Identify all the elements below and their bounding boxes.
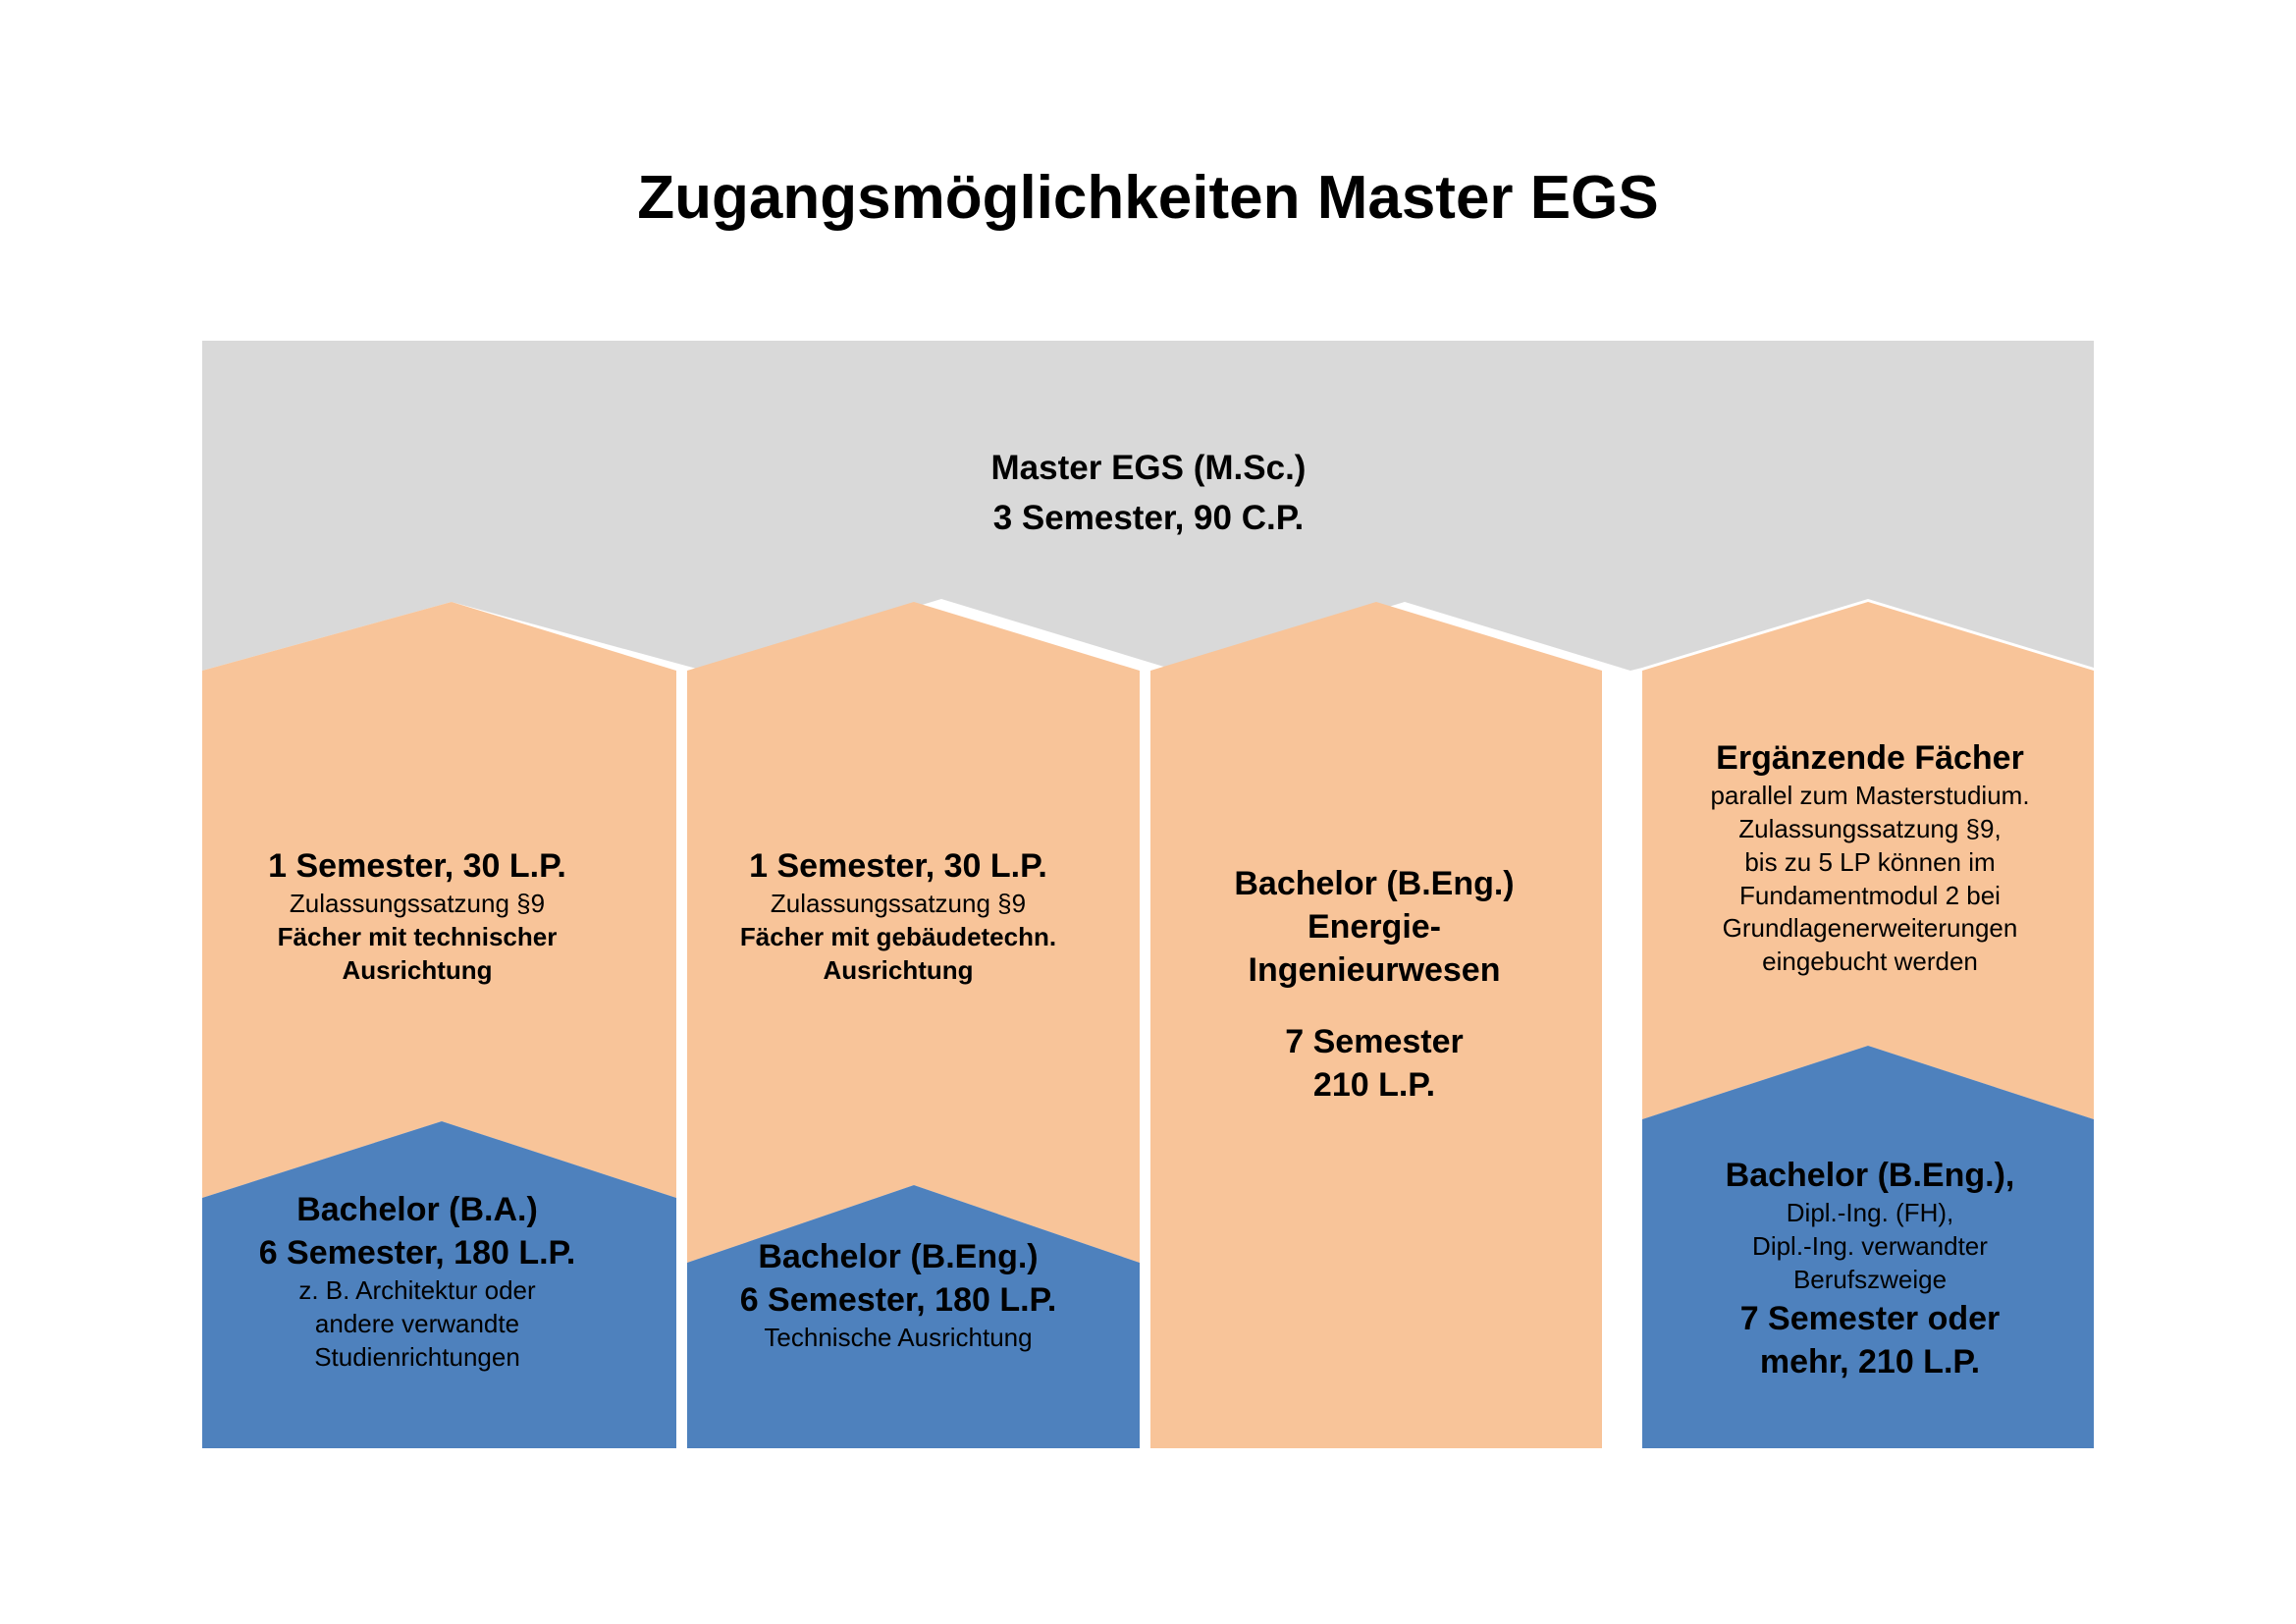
column-2-orange-heading: 1 Semester, 30 L.P. <box>749 847 1047 885</box>
column-2-blue-heading-1: Bachelor (B.Eng.) <box>758 1238 1039 1275</box>
column-4-orange-line-5: Grundlagenerweiterungen <box>1722 913 2018 944</box>
column-3-heading-5: 210 L.P. <box>1312 1065 1436 1104</box>
column-1-blue-line-2: andere verwandte <box>314 1309 520 1339</box>
master-line-1: Master EGS (M.Sc.) <box>990 449 1307 487</box>
column-1-blue-text <box>211 1188 623 1375</box>
master-line-2: 3 Semester, 90 C.P. <box>992 498 1305 537</box>
column-3-heading-1: Bachelor (B.Eng.) <box>1234 865 1515 902</box>
column-4-orange-text <box>1654 736 2086 979</box>
column-4-blue-text <box>1654 1154 2086 1383</box>
column-4-orange-heading: Ergänzende Fächer <box>1716 739 2024 777</box>
column-1-blue-heading-2: 6 Semester, 180 L.P. <box>258 1234 576 1272</box>
column-3-orange-text <box>1163 862 1585 1107</box>
column-4-orange-line-1: parallel zum Masterstudium. <box>1710 781 2030 811</box>
column-1-blue-line-1: z. B. Architektur oder <box>298 1275 536 1306</box>
column-1-blue-heading-1: Bachelor (B.A.) <box>296 1191 538 1228</box>
column-1-orange-line-1: Zulassungssatzung §9 <box>289 889 546 919</box>
column-1-orange-line-3: Ausrichtung <box>342 954 493 985</box>
column-2-orange-line-1: Zulassungssatzung §9 <box>770 889 1027 919</box>
column-3-spacer-2 <box>1163 1006 1585 1020</box>
column-1-orange-line-2: Fächer mit technischer <box>277 921 558 951</box>
column-3-heading-4: 7 Semester <box>1285 1022 1464 1060</box>
column-4-orange-line-4: Fundamentmodul 2 bei <box>1739 880 2001 910</box>
column-4-blue-line-1: Dipl.-Ing. (FH), <box>1786 1198 1954 1228</box>
column-3-heading-2: Energie- <box>1307 908 1442 947</box>
column-2-blue-line-1: Technische Ausrichtung <box>764 1323 1033 1353</box>
column-1-orange-text <box>211 844 623 988</box>
column-1-blue-line-3: Studienrichtungen <box>314 1341 520 1372</box>
column-2-orange-text <box>692 844 1104 988</box>
column-4-blue-heading-1: Bachelor (B.Eng.), <box>1725 1157 2015 1194</box>
column-2-orange-line-2: Fächer mit gebäudetechn. <box>739 921 1057 951</box>
column-4-blue-heading-3: mehr, 210 L.P. <box>1759 1342 1981 1380</box>
column-2-orange-line-3: Ausrichtung <box>823 954 974 985</box>
column-3-heading-3: Ingenieurwesen <box>1248 951 1501 990</box>
master-band-label <box>677 444 1620 544</box>
column-4-orange-line-2: Zulassungssatzung §9, <box>1738 813 2002 843</box>
page-title: Zugangsmöglichkeiten Master EGS <box>637 164 1659 232</box>
column-4-blue-line-3: Berufszweige <box>1792 1264 1948 1294</box>
column-2-blue-text <box>692 1235 1104 1355</box>
column-4-blue-line-2: Dipl.-Ing. verwandter <box>1752 1230 1988 1261</box>
column-2-blue-heading-2: 6 Semester, 180 L.P. <box>739 1281 1057 1320</box>
column-4-orange-line-3: bis zu 5 LP können im <box>1744 846 1996 877</box>
column-4-orange-line-6: eingebucht werden <box>1762 947 1978 977</box>
column-4-blue-heading-2: 7 Semester oder <box>1739 1299 2001 1337</box>
column-3-spacer <box>1163 993 1585 1006</box>
column-1-orange-heading: 1 Semester, 30 L.P. <box>268 847 566 885</box>
